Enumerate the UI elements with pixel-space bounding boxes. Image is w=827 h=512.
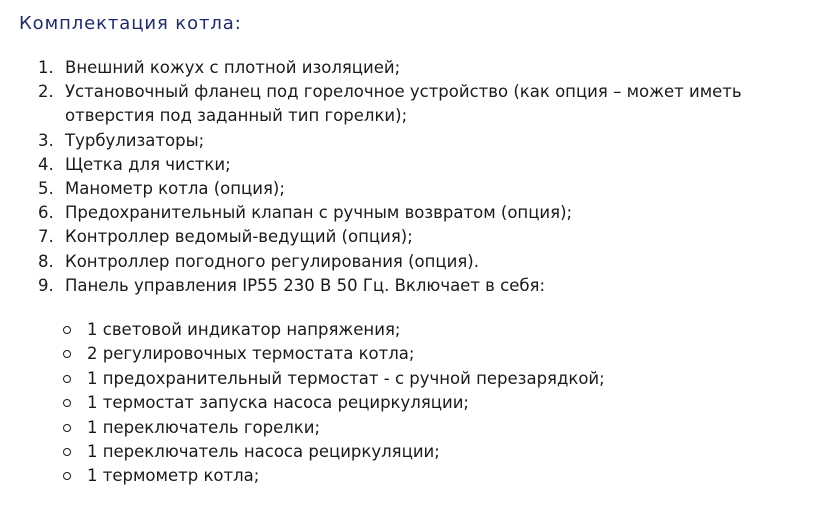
list-item-number: 6.: [38, 203, 54, 223]
list-item-number: 1.: [38, 58, 54, 77]
list-item-text: Контроллер погодного регулирования (опция).: [65, 251, 479, 271]
list-item-text: Внешний кожух с плотной изоляцией;: [65, 58, 401, 77]
sub-list-item-text: 1 предохранительный термостат - с ручной перезарядкой;: [87, 368, 605, 388]
list-item-text-continued: отверстия под заданный тип горелки);: [65, 106, 408, 126]
sub-list-item-text: 1 световой индикатор напряжения;: [87, 320, 401, 339]
section-heading: Комплектация котла:: [19, 13, 242, 34]
list-item-number: 5.: [38, 179, 54, 199]
list-item-number: 4.: [38, 154, 54, 174]
list-item: [0, 274, 827, 298]
circle-bullet-icon: [63, 350, 71, 358]
list-item: [0, 80, 827, 128]
sub-list-item: [0, 367, 827, 391]
list-item-text: Установочный фланец под горелочное устройство (как опция – может иметь: [65, 82, 742, 102]
sub-list-item-text: 1 переключатель насоса рециркуляции;: [87, 442, 440, 462]
list-item-text: Панель управления IP55 230 В 50 Гц. Включает в себя:: [65, 275, 546, 295]
list-item-text: Контроллер ведомый-ведущий (опция);: [65, 227, 413, 247]
sub-list-item: [0, 342, 827, 366]
sub-list-item: [0, 318, 827, 342]
list-item-text: Турбулизаторы;: [65, 130, 205, 150]
circle-bullet-icon: [63, 399, 71, 407]
sub-list-item: [0, 440, 827, 464]
circle-bullet-icon: [63, 375, 71, 383]
sub-list-item-text: 1 переключатель горелки;: [87, 417, 321, 437]
list-item-number: 8.: [38, 251, 54, 271]
circle-bullet-icon: [63, 424, 71, 432]
list-item: [0, 56, 827, 80]
list-item: [0, 153, 827, 177]
list-item: [0, 129, 827, 153]
sub-list-item-text: 1 термометр котла;: [87, 466, 260, 486]
sub-list-item: [0, 391, 827, 415]
list-item-text: Щетка для чистки;: [65, 154, 231, 174]
list-item-text: Предохранительный клапан с ручным возвратом (опция);: [65, 203, 573, 223]
list-item-number: 9.: [38, 275, 54, 295]
list-item: [0, 177, 827, 201]
circle-bullet-icon: [63, 326, 71, 334]
sub-list-item: [0, 416, 827, 440]
list-item: [0, 225, 827, 249]
list-item-text: Манометр котла (опция);: [65, 179, 285, 199]
sub-list-item-text: 2 регулировочных термостата котла;: [87, 344, 415, 364]
control-panel-contents-list: [0, 318, 827, 489]
circle-bullet-icon: [63, 448, 71, 456]
equipment-list: [0, 56, 827, 298]
list-item-number: 7.: [38, 227, 54, 247]
sub-list-item-text: 1 термостат запуска насоса рециркуляции;: [87, 393, 469, 413]
list-item: [0, 250, 827, 274]
circle-bullet-icon: [63, 472, 71, 480]
sub-list-item: [0, 464, 827, 488]
list-item-number: 2.: [38, 82, 54, 102]
list-item: [0, 201, 827, 225]
list-item-number: 3.: [38, 130, 54, 150]
